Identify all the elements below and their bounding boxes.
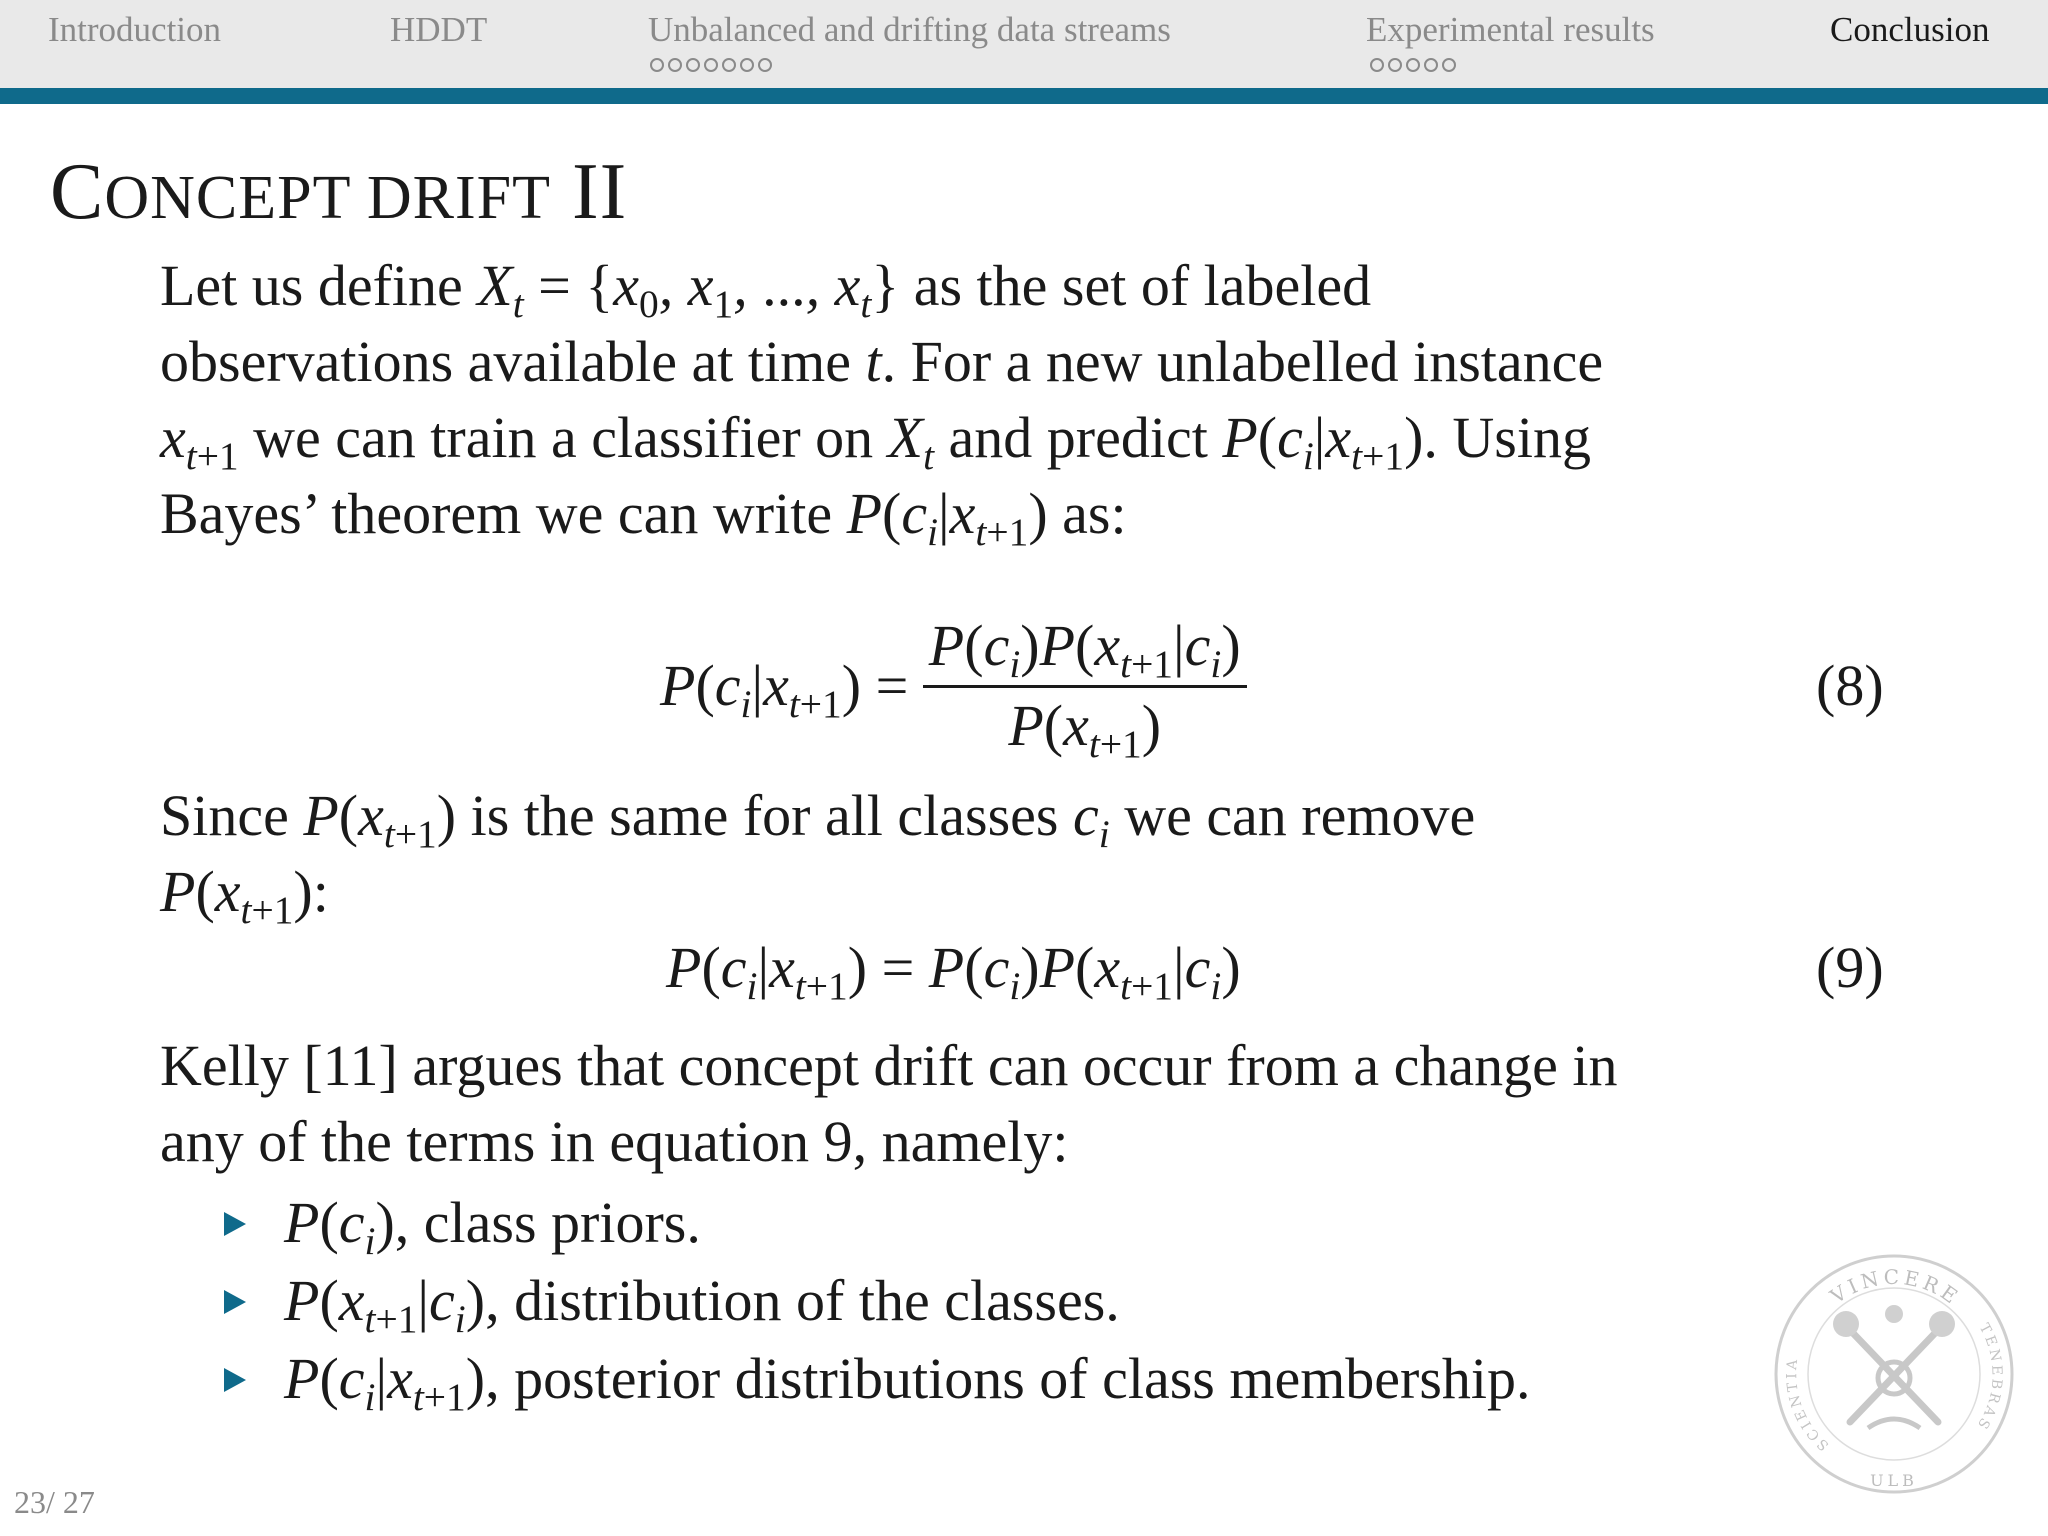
nav-section-hddt[interactable]: HDDT: [390, 10, 488, 49]
seal-motto-right: TENEBRAS: [1972, 1320, 2005, 1434]
text: . For a new unlabelled instance: [881, 329, 1604, 394]
text: , distribution of the classes.: [485, 1268, 1120, 1333]
nav-dot[interactable]: [1388, 58, 1402, 72]
text: as:: [1047, 481, 1127, 546]
terms-list: [220, 1184, 1531, 1418]
seal-crossed-torches-icon: [1850, 1330, 1938, 1422]
equation-8-fraction: [923, 612, 1247, 766]
fraction-denominator: $P(x_{t+1})$: [1008, 693, 1162, 766]
nav-dot[interactable]: [1442, 58, 1456, 72]
text: as the set of labeled: [899, 253, 1372, 318]
bullet-triangle-icon: [224, 1368, 246, 1392]
math-xt: $X_t$: [887, 405, 935, 478]
since-line-2: $P(x_{t+1})$:: [160, 859, 329, 932]
list-item: [220, 1262, 1531, 1340]
seal-motto-left: SCIENTIA: [1784, 1355, 1833, 1454]
math-x-t-plus-1: $x_{t+1}$: [160, 405, 239, 478]
nav-dot[interactable]: [722, 58, 736, 72]
text: Bayes’ theorem we can write: [160, 481, 847, 546]
nav-dot[interactable]: [758, 58, 772, 72]
intro-line-2: [160, 324, 1603, 400]
nav-section-unbalanced-drifting[interactable]: Unbalanced and drifting data streams: [648, 10, 1171, 49]
nav-dot[interactable]: [1406, 58, 1420, 72]
header-divider-bar: [0, 88, 2048, 104]
title-numeral: II: [572, 148, 628, 236]
slide-title: [50, 148, 628, 236]
nav-progress-dots-experimental: [1370, 58, 1460, 74]
ulb-seal-logo: [1772, 1252, 2016, 1496]
kelly-paragraph: [160, 1028, 1617, 1180]
bullet-triangle-icon: [224, 1212, 246, 1236]
intro-line-1: [160, 248, 1603, 324]
text: observations available at time: [160, 329, 866, 394]
intro-paragraph: [160, 248, 1603, 552]
nav-dot[interactable]: [650, 58, 664, 72]
text: and predict: [934, 405, 1223, 470]
nav-section-conclusion[interactable]: Conclusion: [1830, 10, 1990, 49]
intro-line-4: [160, 476, 1603, 552]
math-t: t: [865, 329, 882, 394]
text: Since: [160, 783, 304, 848]
list-item: [220, 1340, 1531, 1418]
equation-8: [660, 612, 1247, 766]
list-item: [220, 1184, 1531, 1262]
text: , posterior distributions of class membership.: [485, 1346, 1531, 1411]
kelly-line-1: Kelly [11] argues that concept drift can occur from a change in: [160, 1033, 1618, 1098]
math-evidence: $P(x_{t+1})$: [303, 783, 457, 856]
equation-8-lhs: $P(c_i|x_{t+1})$ =: [660, 653, 909, 726]
title-smallcaps: ONCEPT DRIFT: [104, 164, 551, 232]
equation-9-number: (9): [1816, 935, 1884, 1000]
kelly-line-2: any of the terms in equation 9, namely:: [160, 1109, 1069, 1174]
intro-line-3: [160, 400, 1603, 476]
text: we can remove: [1109, 783, 1476, 848]
nav-progress-dots-unbalanced: [650, 58, 776, 74]
text: is the same for all classes: [456, 783, 1073, 848]
nav-section-introduction[interactable]: Introduction: [48, 10, 222, 49]
math-posterior: $P(c_i|x_{t+1})$: [846, 481, 1048, 554]
since-line-1: [160, 778, 1475, 854]
nav-dot[interactable]: [1424, 58, 1438, 72]
since-paragraph: [160, 778, 1475, 930]
text: we can train a classifier on: [238, 405, 888, 470]
nav-dot[interactable]: [686, 58, 700, 72]
seal-motto-bottom: ULB: [1870, 1471, 1918, 1490]
bullet-triangle-icon: [224, 1290, 246, 1314]
math-xt-set: $X_t = \{x_0$, $x_1$, ..., $x_t$}: [477, 253, 900, 326]
page-number: 23/ 27: [14, 1484, 95, 1520]
nav-section-experimental-results[interactable]: Experimental results: [1366, 10, 1655, 49]
math-posterior: $P(c_i|x_{t+1})$: [1222, 405, 1424, 478]
math-ci: $c_i$: [1072, 783, 1110, 856]
math-evidence: $P(x_{t+1})$: [160, 859, 313, 932]
text: . Using: [1423, 405, 1591, 470]
seal-motto-top: VINCERE: [1825, 1264, 1966, 1311]
math-likelihood: $P(x_{t+1}|c_i)$: [284, 1268, 486, 1341]
equation-9: $P(c_i|x_{t+1}) = P(c_i)P(x_{t+1}|c_i)$: [666, 935, 1241, 1008]
fraction-numerator: $P(c_i)P(x_{t+1}|c_i)$: [923, 612, 1247, 688]
nav-dot[interactable]: [740, 58, 754, 72]
equation-8-number: (8): [1816, 653, 1884, 718]
title-initial: C: [50, 148, 105, 236]
nav-dot[interactable]: [668, 58, 682, 72]
section-navigation-bar: [0, 0, 2048, 88]
math-prior: $P(c_i)$: [284, 1190, 395, 1263]
seal-flames-icon: [1833, 1305, 1955, 1337]
text: , class priors.: [394, 1190, 701, 1255]
nav-dot[interactable]: [704, 58, 718, 72]
nav-dot[interactable]: [1370, 58, 1384, 72]
math-posterior: $P(c_i|x_{t+1})$: [284, 1346, 486, 1419]
text: Let us define: [160, 253, 478, 318]
